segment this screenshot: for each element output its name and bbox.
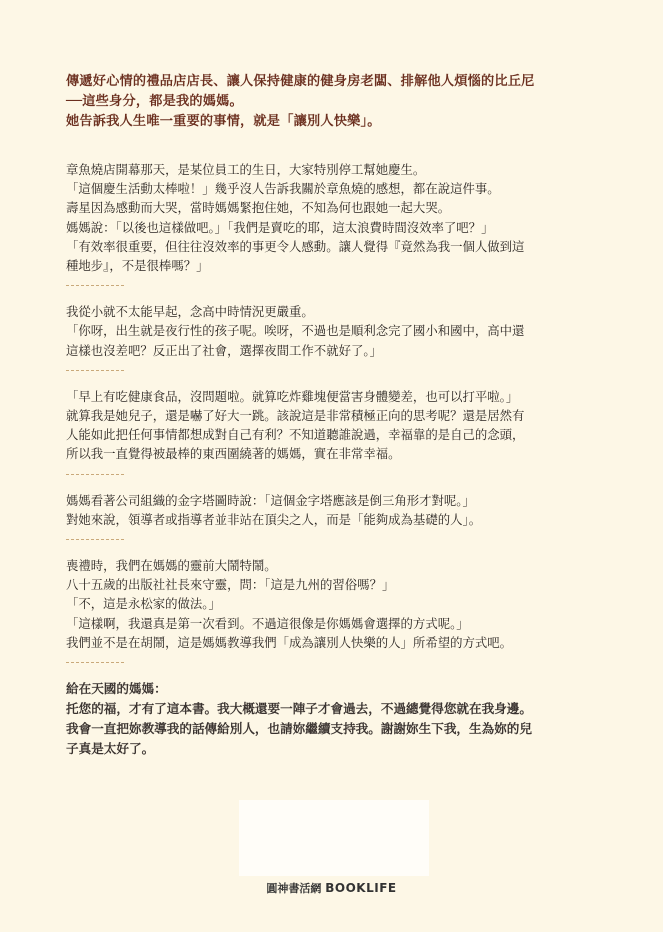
section-divider [66, 285, 124, 286]
intro-line: ──這些身分，都是我的媽媽。 [66, 94, 243, 109]
paragraph-line: 人能如此把任何事情都想成對自己有利？不知道聽誰說過，幸福靠的是自己的念頭， [66, 427, 525, 443]
letter-line: 我會一直把妳教導我的話傳給別人，也請妳繼續支持我。謝謝妳生下我，生為妳的兒 [66, 721, 532, 737]
section-divider [66, 370, 124, 371]
footer-blank-panel [239, 800, 429, 876]
story-section-birthday [66, 160, 606, 275]
booklife-logo [0, 880, 663, 896]
story-section-wake-up [66, 302, 606, 360]
paragraph-line: 媽媽說：「以後也這樣做吧。」「我們是賣吃的耶，這太浪費時間沒效率了吧？」 [66, 219, 494, 235]
paragraph-line: 壽星因為感動而大哭，當時媽媽緊抱住她，不知為何也跟她一起大哭。 [66, 200, 451, 216]
paragraph-line: 就算我是她兒子，還是嚇了好大一跳。該說這是非常積極正向的思考呢？還是居然有 [66, 408, 525, 424]
intro-line: 她告訴我人生唯一重要的事情，就是「讓別人快樂」。 [66, 114, 381, 129]
footer-brand: BOOKLIFE [325, 881, 397, 895]
paragraph-line: 「有效率很重要，但往往沒效率的事更令人感動。讓人覺得『竟然為我一個人做到這 [66, 238, 525, 254]
section-divider [66, 539, 124, 540]
paragraph-line: 這樣也沒差吧？反正出了社會，選擇夜間工作不就好了。」 [66, 342, 382, 358]
paragraph-line: 「你呀，出生就是夜行性的孩子呢。唉呀，不過也是順利念完了國小和國中，高中還 [66, 323, 525, 339]
letter-line: 子真是太好了。 [66, 741, 155, 757]
story-section-health [66, 387, 606, 464]
letter-to-mother [66, 679, 606, 759]
paragraph-line: 對她來說，領導者或指導者並非站在頂尖之人，而是「能夠成為基礎的人」。 [66, 511, 482, 527]
paragraph-line: 八十五歲的出版社社長來守靈，問：「這是九州的習俗嗎？」 [66, 577, 395, 593]
letter-greeting: 給在天國的媽媽： [66, 681, 167, 697]
letter-line: 托您的福，才有了這本書。我大概還要一陣子才會過去，不過總覺得您就在我身邊。 [66, 701, 532, 717]
footer-site-name: 圓神書活網 [266, 882, 322, 895]
intro-line: 傳遞好心情的禮品店店長、讓人保持健康的健身房老闆、排解他人煩惱的比丘尼 [66, 74, 535, 89]
document-page [66, 72, 606, 759]
paragraph-line: 種地步』，不是很棒嗎？」 [66, 258, 209, 274]
paragraph-line: 「這個慶生活動太棒啦！」幾乎沒人告訴我關於章魚燒的感想，都在說這件事。 [66, 181, 500, 197]
paragraph-line: 章魚燒店開幕那天，是某位員工的生日，大家特別停工幫她慶生。 [66, 162, 426, 177]
intro-heading [66, 72, 606, 132]
paragraph-line: 喪禮時，我們在媽媽的靈前大鬧特鬧。 [66, 558, 277, 574]
section-divider [66, 474, 124, 475]
paragraph-line: 媽媽看著公司組織的金字塔圖時說：「這個金字塔應該是倒三角形才對呢。」 [66, 492, 475, 508]
story-section-funeral [66, 556, 606, 652]
paragraph-line: 我從小就不太能早起，念高中時情況更嚴重。 [66, 304, 314, 320]
story-section-pyramid [66, 491, 606, 529]
paragraph-line: 「這樣啊，我還真是第一次看到。不過這很像是你媽媽會選擇的方式呢。」 [66, 615, 469, 631]
paragraph-line: 「不，這是永松家的做法。」 [66, 596, 221, 612]
paragraph-line: 所以我一直覺得被最棒的東西圍繞著的媽媽，實在非常幸福。 [66, 446, 401, 462]
section-divider [66, 662, 124, 663]
paragraph-line: 我們並不是在胡鬧，這是媽媽教導我們「成為讓別人快樂的人」所希望的方式吧。 [66, 634, 513, 650]
paragraph-line: 「早上有吃健康食品，沒問題啦。就算吃炸雞塊便當害身體變差，也可以打平啦。」 [66, 388, 519, 404]
